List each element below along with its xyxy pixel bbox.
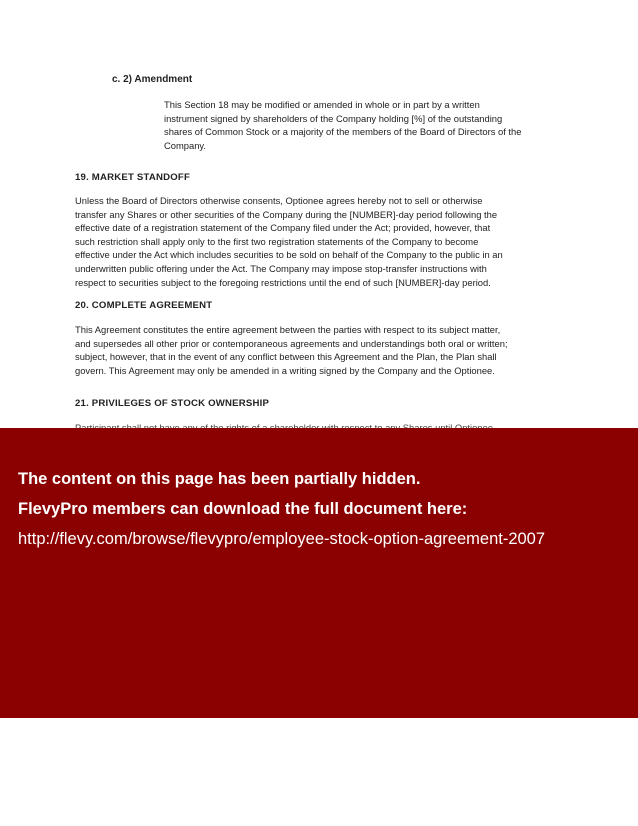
download-prompt: FlevyPro members can download the full document here: bbox=[18, 500, 468, 518]
paragraph-line: transfer any Shares or other securities of the Company during the [NUMBER]-day period following the bbox=[75, 208, 498, 220]
hidden-notice: The content on this page has been partially hidden. bbox=[18, 470, 421, 488]
paragraph-line: Unless the Board of Directors otherwise consents, Optionee agrees hereby not to sell or otherwise bbox=[75, 195, 483, 206]
amendment-paragraph bbox=[164, 98, 569, 152]
paragraph-line: subject, however, that in the event of any conflict between this Agreement and the Plan, the Plan shall bbox=[75, 351, 497, 363]
download-link[interactable]: http://flevy.com/browse/flevypro/employee-stock-option-agreement-2007 bbox=[18, 530, 546, 548]
hidden-content-overlay bbox=[0, 428, 638, 718]
section-19-paragraph bbox=[75, 194, 570, 289]
paragraph-line: This Section 18 may be modified or amended in whole or in part by a written bbox=[164, 99, 480, 110]
paragraph-line: govern. This Agreement may only be amended in a writing signed by the Company and the Optionee. bbox=[75, 364, 495, 376]
amendment-heading: c. 2) Amendment bbox=[112, 74, 193, 85]
section-19-title: 19. MARKET STANDOFF bbox=[75, 172, 191, 183]
section-20-title: 20. COMPLETE AGREEMENT bbox=[75, 300, 213, 311]
paragraph-line: This Agreement constitutes the entire agreement between the parties with respect to its subject matter, bbox=[75, 324, 501, 335]
paragraph-line: such restriction shall apply only to the first two registration statements of the Company to become bbox=[75, 235, 479, 247]
paragraph-line: effective date of a registration statement of the Company filed under the Act; provided, however, that bbox=[75, 222, 491, 234]
paragraph-line: effective under the Act which includes securities to be sold on behalf of the Company to the public in an bbox=[75, 249, 503, 261]
paragraph-line: Company. bbox=[164, 139, 207, 151]
paragraph-line: underwritten public offering under the Act. The Company may impose stop-transfer instructions with bbox=[75, 262, 487, 274]
paragraph-line: shares of Common Stock or a majority of the members of the Board of Directors of the bbox=[164, 126, 522, 138]
paragraph-line: instrument signed by shareholders of the Company holding [%] of the outstanding bbox=[164, 112, 503, 124]
section-20-paragraph bbox=[75, 323, 570, 377]
section-21-title: 21. PRIVILEGES OF STOCK OWNERSHIP bbox=[75, 398, 270, 409]
paragraph-line: respect to securities subject to the foregoing restrictions until the end of such [NUMBER]-day period. bbox=[75, 276, 491, 288]
paragraph-line: and supersedes all other prior or contemporaneous agreements and understandings both oral or written; bbox=[75, 337, 508, 349]
